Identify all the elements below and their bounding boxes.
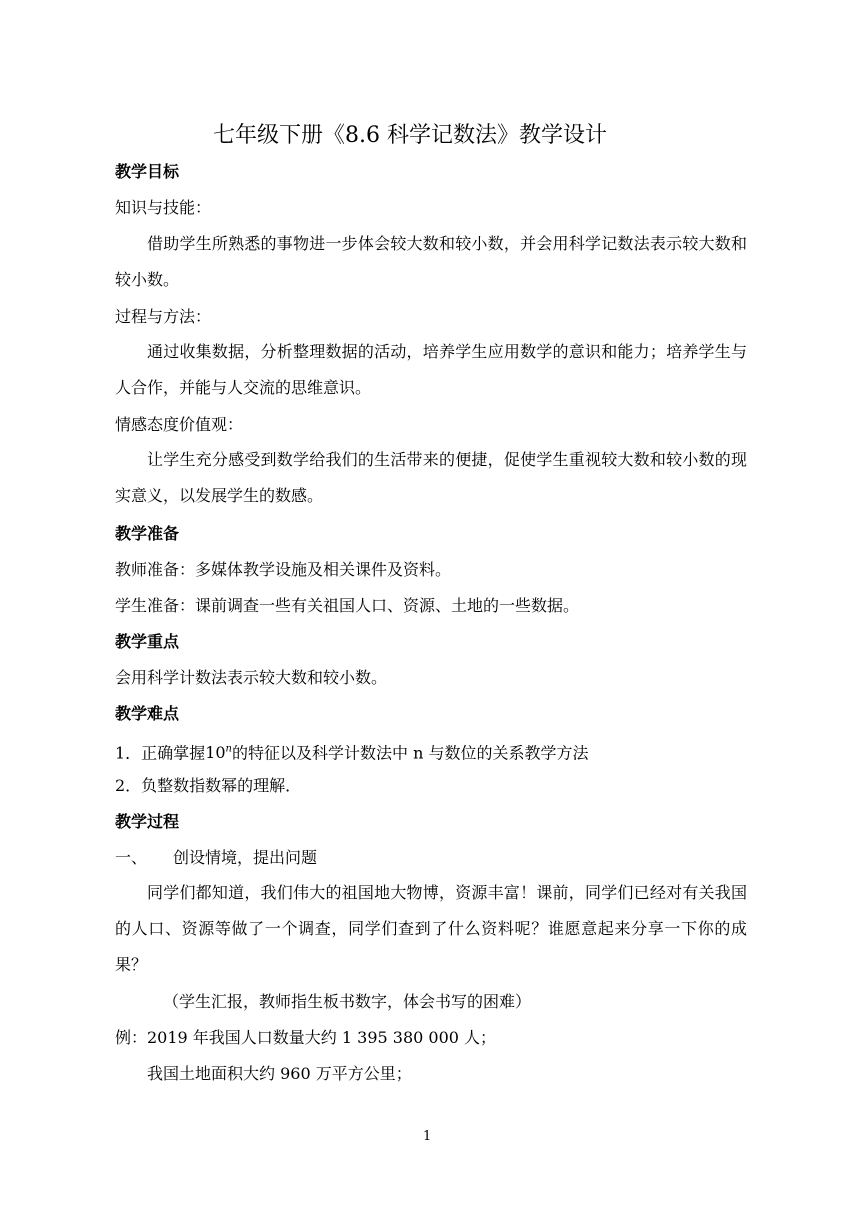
step-1-number: 一、 xyxy=(115,848,148,867)
knowledge-label: 知识与技能： xyxy=(115,198,212,217)
process-text: 通过收集数据，分析整理数据的活动，培养学生应用数学的意识和能力；培养学生与人合作，并能与人交流的思维意识。 xyxy=(115,342,747,397)
power-exponent: n xyxy=(225,744,232,755)
step-1 xyxy=(115,848,317,868)
heading-objectives: 教学目标 xyxy=(115,162,180,181)
key-points-text: 会用科学计数法表示较大数和较小数。 xyxy=(115,668,388,687)
heading-preparation: 教学准备 xyxy=(115,524,180,543)
emotion-label: 情感态度价值观： xyxy=(115,415,244,434)
heading-process: 教学过程 xyxy=(115,812,180,831)
emotion-text: 让学生充分感受到数学给我们的生活带来的便捷，促使学生重视较大数和较小数的现实意义，以发展学生的数感。 xyxy=(115,450,747,505)
power-base: 10 xyxy=(205,743,226,763)
process-note: （学生汇报，教师指生板书数字，体会书写的困难） xyxy=(163,992,532,1011)
knowledge-text: 借助学生所熟悉的事物进一步体会较大数和较小数，并会用科学记数法表示较大数和较小数。 xyxy=(115,234,747,289)
difficulty-item-2: 2．负整数指数幂的理解． xyxy=(115,776,302,795)
heading-difficulties: 教学难点 xyxy=(115,704,180,723)
student-preparation: 学生准备：课前调查一些有关祖国人口、资源、土地的一些数据。 xyxy=(115,596,580,615)
example-2: 我国土地面积大约 960 万平方公里； xyxy=(147,1064,412,1083)
example-1: 例：2019 年我国人口数量大约 1 395 380 000 人； xyxy=(115,1028,497,1047)
page-number: 1 xyxy=(423,1129,432,1144)
process-label: 过程与方法： xyxy=(115,307,212,326)
power-of-ten xyxy=(205,743,232,762)
page-title: 七年级下册《8.6 科学记数法》教学设计 xyxy=(213,123,607,148)
difficulty-item-1 xyxy=(115,740,588,763)
step-1-title: 创设情境，提出问题 xyxy=(173,848,318,867)
difficulty-item-1-prefix: 1．正确掌握 xyxy=(115,743,206,763)
process-intro: 同学们都知道，我们伟大的祖国地大物博，资源丰富！课前，同学们已经对有关我国的人口、资源等做了一个调查，同学们查到了什么资料呢？谁愿意起来分享一下你的成果？ xyxy=(115,883,747,974)
difficulty-item-1-suffix: 的特征以及科学计数法中 n 与数位的关系教学方法 xyxy=(232,743,589,763)
heading-key-points: 教学重点 xyxy=(115,632,180,651)
teacher-preparation: 教师准备：多媒体教学设施及相关课件及资料。 xyxy=(115,560,452,579)
